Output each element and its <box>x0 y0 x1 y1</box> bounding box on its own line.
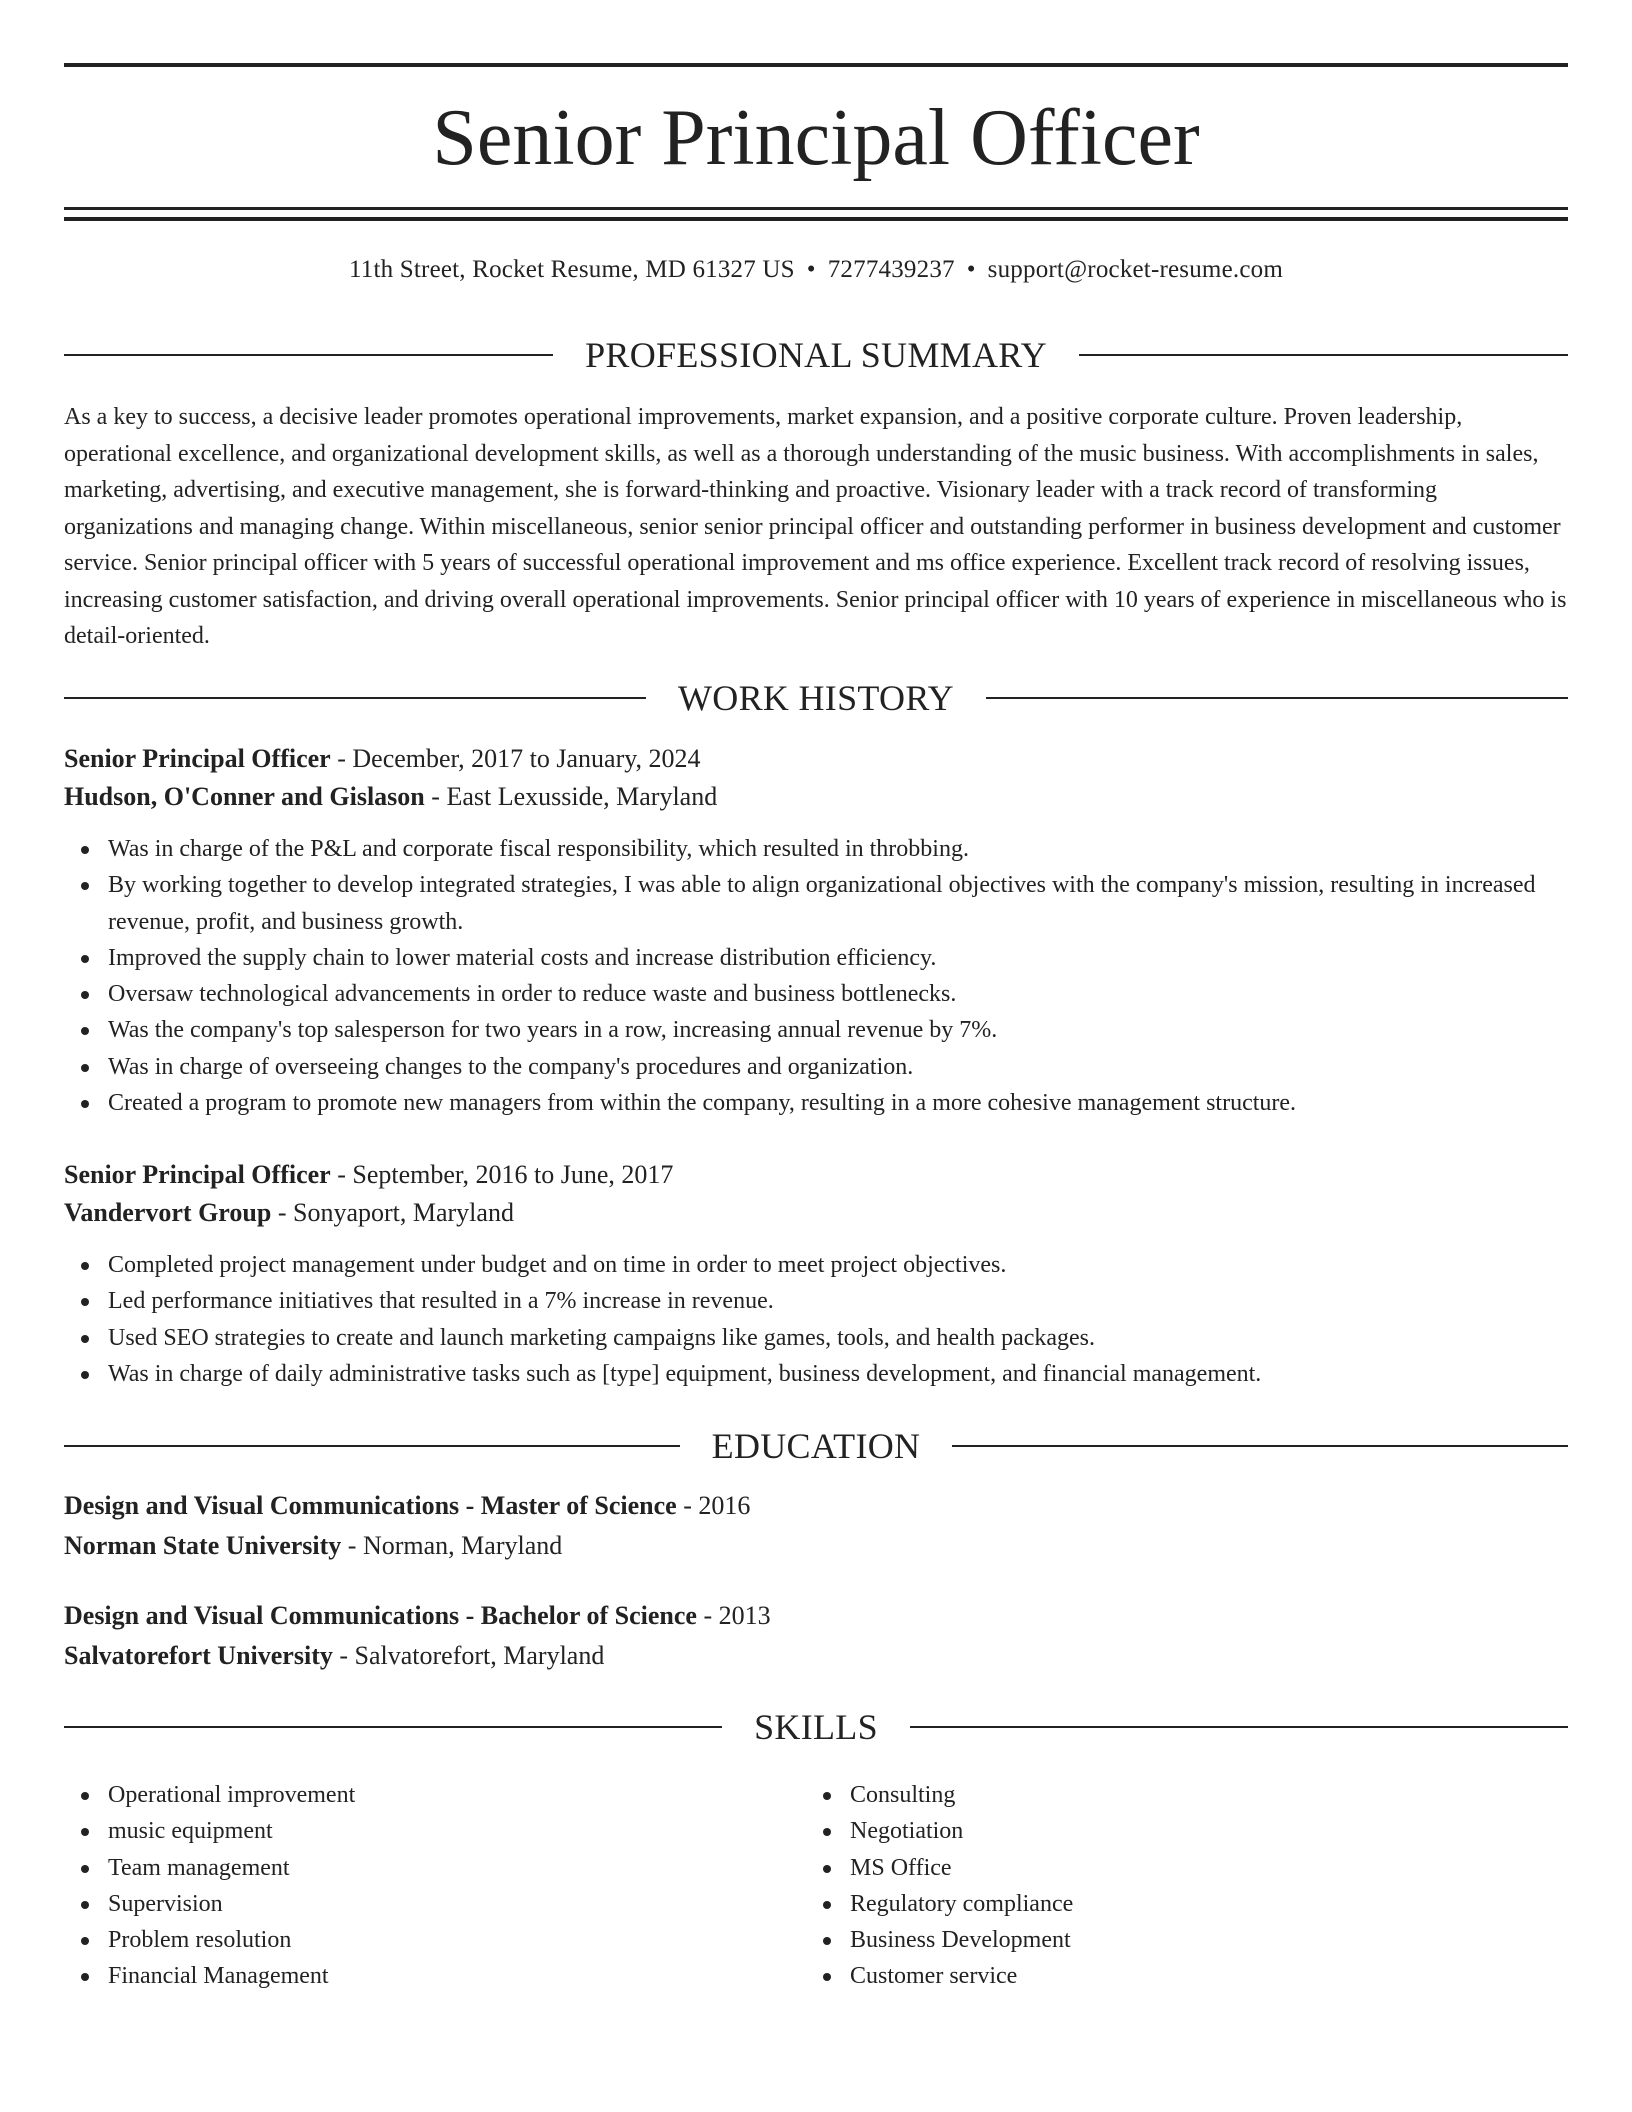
job-title-line: Senior Principal Officer - September, 2016 to June, 2017 <box>64 1160 674 1189</box>
job-company: Vandervort Group <box>64 1198 272 1227</box>
list-item: Was in charge of the P&L and corporate fiscal responsibility, which resulted in throbbing. <box>64 831 1568 867</box>
header-top-rule <box>64 63 1568 67</box>
job-company-line: Vandervort Group - Sonyaport, Maryland <box>64 1198 514 1227</box>
section-rule <box>952 1445 1568 1447</box>
section-title: EDUCATION <box>711 1426 921 1466</box>
skill-item: Negotiation <box>806 1813 1506 1849</box>
education-school: Salvatorefort University <box>64 1641 333 1670</box>
list-item: Used SEO strategies to create and launch marketing campaigns like games, tools, and health packages. <box>64 1320 1568 1356</box>
skill-item: MS Office <box>806 1850 1506 1886</box>
summary-paragraph: As a key to success, a decisive leader promotes operational improvements, market expansion, and a positive corporate culture. Proven leadership, operational excellence, and organizational development skills, as well as a thorough understanding of the music business. With accomplishments in sales, marketing, advertising, and executive management, she is forward-thinking and proactive. Visionary leader with a track record of transforming organizations and managing change. Within miscellaneous, senior senior principal officer and outstanding performer in business development and customer service. Senior principal officer with 5 years of successful operational improvement and ms office experience. Excellent track record of resolving issues, increasing customer satisfaction, and driving overall operational improvements. Senior principal officer with 10 years of experience in miscellaneous who is detail-oriented. <box>64 404 1567 649</box>
education-degree-line: Design and Visual Communications - Master of Science - 2016 <box>64 1491 751 1520</box>
section-rule <box>64 1726 722 1728</box>
section-rule <box>64 354 553 356</box>
skill-item: Business Development <box>806 1922 1506 1958</box>
header-double-rule <box>64 207 1568 221</box>
skill-item: Financial Management <box>64 1958 764 1994</box>
job-title-line: Senior Principal Officer - December, 2017 to January, 2024 <box>64 744 701 773</box>
education-school-line: Norman State University - Norman, Maryland <box>64 1531 563 1560</box>
list-item: By working together to develop integrated strategies, I was able to align organizational objectives with the company's mission, resulting in increased revenue, profit, and business growth. <box>64 867 1568 940</box>
skill-item: Team management <box>64 1850 764 1886</box>
skill-item: Consulting <box>806 1777 1506 1813</box>
list-item: Was the company's top salesperson for two years in a row, increasing annual revenue by 7%. <box>64 1012 1568 1048</box>
section-heading-work-history <box>64 675 1568 721</box>
section-rule <box>64 1445 680 1447</box>
list-item: Completed project management under budget and on time in order to meet project objectives. <box>64 1247 1568 1283</box>
job-bullet-list <box>64 1247 1568 1392</box>
education-location: Salvatorefort, Maryland <box>354 1641 605 1670</box>
list-item: Oversaw technological advancements in order to reduce waste and business bottlenecks. <box>64 976 1568 1012</box>
list-item: Created a program to promote new managers from within the company, resulting in a more cohesive management structure. <box>64 1085 1568 1121</box>
list-item: Was in charge of overseeing changes to the company's procedures and organization. <box>64 1049 1568 1085</box>
contact-separator: • <box>966 256 976 283</box>
section-title: SKILLS <box>754 1707 878 1747</box>
section-rule <box>986 697 1568 699</box>
skills-list-right <box>806 1777 1506 1995</box>
section-heading-education <box>64 1423 1568 1469</box>
skill-item: music equipment <box>64 1813 764 1849</box>
skills-list-left <box>64 1777 764 1995</box>
education-degree-line: Design and Visual Communications - Bachelor of Science - 2013 <box>64 1601 771 1630</box>
contact-address: 11th Street, Rocket Resume, MD 61327 US <box>349 256 795 283</box>
job-location: East Lexusside, Maryland <box>446 782 718 811</box>
job-title: Senior Principal Officer <box>64 1160 331 1189</box>
list-item: Was in charge of daily administrative tasks such as [type] equipment, business development, and financial management. <box>64 1356 1568 1392</box>
list-item: Improved the supply chain to lower material costs and increase distribution efficiency. <box>64 940 1568 976</box>
education-school-line: Salvatorefort University - Salvatorefort, Maryland <box>64 1641 605 1670</box>
skill-item: Problem resolution <box>64 1922 764 1958</box>
section-title: PROFESSIONAL SUMMARY <box>585 335 1047 375</box>
education-year: 2013 <box>718 1601 771 1630</box>
job-location: Sonyaport, Maryland <box>292 1198 514 1227</box>
contact-line <box>64 253 1568 287</box>
education-school: Norman State University <box>64 1531 342 1560</box>
skill-item: Operational improvement <box>64 1777 764 1813</box>
education-degree: Design and Visual Communications - Bachelor of Science <box>64 1601 697 1630</box>
education-year: 2016 <box>698 1491 751 1520</box>
job-dates: December, 2017 to January, 2024 <box>352 744 701 773</box>
contact-phone: 7277439237 <box>827 256 955 283</box>
contact-separator: • <box>806 256 816 283</box>
section-heading-skills <box>64 1704 1568 1750</box>
job-bullet-list <box>64 831 1568 1121</box>
section-title: WORK HISTORY <box>678 678 954 718</box>
section-rule <box>64 697 646 699</box>
skill-item: Customer service <box>806 1958 1506 1994</box>
skill-item: Regulatory compliance <box>806 1886 1506 1922</box>
job-dates: September, 2016 to June, 2017 <box>352 1160 674 1189</box>
resume-name: Senior Principal Officer <box>432 94 1200 182</box>
skill-item: Supervision <box>64 1886 764 1922</box>
section-rule <box>910 1726 1568 1728</box>
contact-email: support@rocket-resume.com <box>987 256 1283 283</box>
education-location: Norman, Maryland <box>362 1531 563 1560</box>
job-company: Hudson, O'Conner and Gislason <box>64 782 425 811</box>
list-item: Led performance initiatives that resulted in a 7% increase in revenue. <box>64 1283 1568 1319</box>
section-rule <box>1079 354 1568 356</box>
section-heading-summary <box>64 332 1568 378</box>
education-degree: Design and Visual Communications - Master of Science <box>64 1491 677 1520</box>
job-title: Senior Principal Officer <box>64 744 331 773</box>
job-company-line: Hudson, O'Conner and Gislason - East Lexusside, Maryland <box>64 782 718 811</box>
